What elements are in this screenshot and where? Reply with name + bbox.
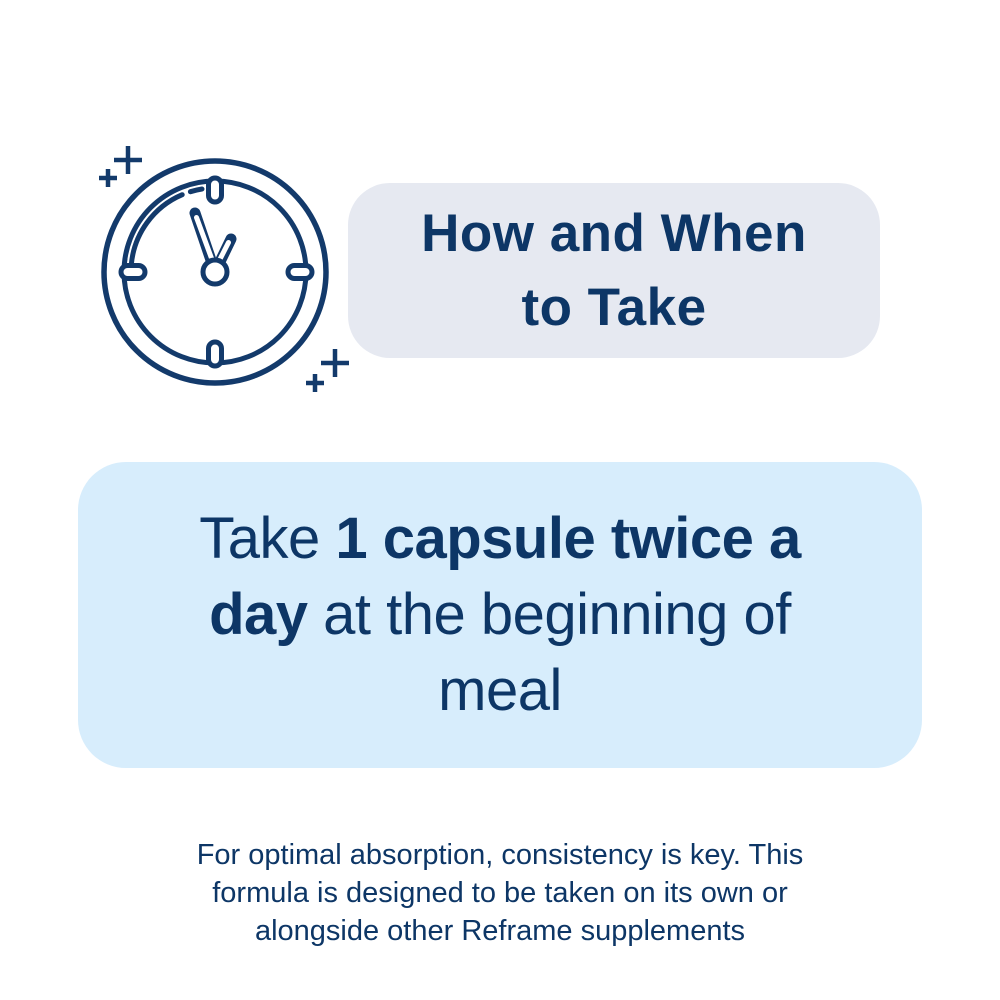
footer-line-1: For optimal absorption, consistency is key. This [196, 839, 804, 871]
page-title-line-2: to Take [521, 277, 707, 337]
clock-dashed-arc-dash [190, 189, 202, 192]
footer-note [0, 836, 1000, 950]
clock-icon-svg [85, 140, 355, 400]
clock-tick-3 [288, 266, 312, 279]
clock-center-hub [203, 260, 227, 284]
instruction-regular-text: at the beginning of [307, 582, 791, 647]
footer-line-2: formula is designed to be taken on its own or [212, 877, 788, 909]
instruction-card [78, 462, 922, 768]
footer-line-3: alongside other Reframe supplements [254, 915, 746, 947]
clock-tick-9 [121, 266, 145, 279]
sparkle-plus-top-left-icon [99, 146, 142, 187]
title-box [348, 183, 880, 358]
clock-icon [85, 140, 355, 400]
instruction-regular-text: meal [438, 658, 562, 723]
page-title-line-1: How and When [421, 203, 807, 263]
clock-tick-12 [209, 178, 222, 202]
instruction-line-3 [438, 653, 562, 729]
clock-tick-6 [209, 342, 222, 366]
sparkle-plus-bottom-right-icon [306, 349, 349, 392]
instruction-line-1 [199, 501, 801, 577]
instruction-bold-text: day [209, 582, 308, 647]
instruction-regular-text: Take [199, 506, 336, 571]
instruction-bold-text: 1 capsule twice a [335, 506, 801, 571]
instruction-line-2 [209, 577, 791, 653]
